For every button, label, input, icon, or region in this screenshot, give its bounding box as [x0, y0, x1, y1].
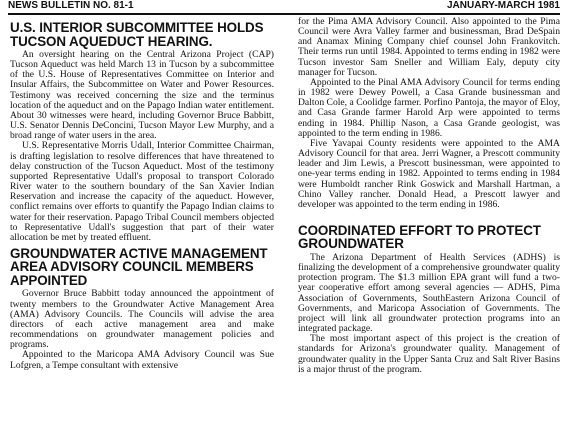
article-paragraph: Five Yavapai County residents were appointed to the AMA Advisory Council for that area. Jerri Wagner, a Prescott community leader and Jim Lewis, a Prescott businessman, were appointed to one-year terms ending in 1982. Appointed to terms ending in 1984 were Humboldt rancher Rink Goswick and Marshall Hartman, a Chino Valley rancher. Donald Head, a Prescott lawyer and developer was appointed to the term ending in 1986.: [298, 137, 560, 210]
article-paragraph: An oversight hearing on the Central Arizona Project (CAP) Tucson Aqueduct was held March 13 in Tucson by a subcommittee of the U.S. House of Representatives Committee on Interior and Insular Affairs, the Subcommittee on Water and Power Resources. Testimony was received concerning the size and the terminus location of the aqueduct and on the Papago Indian water entitlement. About 30 witnesses were heard, including Governor Bruce Babbitt, U.S. Senator Dennis DeConcini, Tucson Mayor Lew Murphy, and a broad range of water users in the area.: [10, 49, 275, 142]
article-paragraph: The Arizona Department of Health Services (ADHS) is finalizing the development of a comprehensive groundwater quality protection program. The $1.3 million EPA grant will fund a two-year cooperative effort among several agencies — ADHS, Pima Association of Governments, SouthEastern Arizona Council of Governments, and Maricopa Association of Governments. The project will link all groundwater protection programs into an integrated package.: [298, 251, 560, 335]
article-paragraph-continued: for the Pima AMA Advisory Council. Also appointed to the Pima Council were Avra Valley farmer and businessman, Brad DeSpain and Anamax Mining Company chief counsel John Frankovitch. Their terms run until 1984. Appointed to terms ending in 1982 were Tucson investor Sam Sneller and William Ealy, deputy city manager for Tucson.: [298, 16, 560, 78]
masthead-rule: [8, 13, 560, 15]
article-paragraph: Appointed to the Maricopa AMA Advisory Council was Sue Lofgren, a Tempe consultant with extensive: [10, 349, 274, 371]
left-column: [10, 17, 274, 371]
article-paragraph: Governor Bruce Babbitt today announced the appointment of twenty members to the Groundwater Active Management Area (AMA) Advisory Councils. The Councils will advise the area directors of each active management area and make recommendations on groundwater management policies and programs.: [10, 288, 274, 351]
right-column: [298, 17, 560, 375]
article-headline-groundwater-protection: COORDINATED EFFORT TO PROTECT GROUNDWATER: [298, 222, 541, 252]
masthead: [8, 0, 560, 12]
bulletin-date: JANUARY-MARCH 1981: [447, 0, 560, 11]
article-paragraph: Appointed to the Pinal AMA Advisory Council for terms ending in 1982 were Dewey Powell, a Casa Grande businessman and Dalton Cole, a Coolidge farmer. Porfino Pantoja, the mayor of Eloy, and Casa Grande farmer Harold Arp were appointed to terms ending in 1984. Phillip Nason, a Casa Grande geologist, was appointed to the term ending in 1986.: [298, 76, 560, 139]
section-gap: [298, 210, 560, 220]
article-headline-aqueduct-hearing: U.S. INTERIOR SUBCOMMITTEE HOLDS TUCSON AQUEDUCT HEARING.: [10, 20, 264, 49]
article-paragraph: The most important aspect of this project is the creation of standards for Arizona's groundwater quality. Management of groundwater quality in the Upper Santa Cruz and Salt River Basins is a major thrust of the program.: [298, 333, 560, 375]
bulletin-number: NEWS BULLETIN NO. 81-1: [8, 0, 134, 11]
article-headline-advisory-council: GROUNDWATER ACTIVE MANAGEMENT AREA ADVISORY COUNCIL MEMBERS APPOINTED: [10, 245, 268, 288]
article-paragraph: U.S. Representative Morris Udall, Interior Committee Chairman, is drafting legislation to resolve differences that have threatened to delay construction of the Tucson Aqueduct. Most of the testimony supported Representative Udall's proposal to transport Colorado River water to the southern boundary of the San Xavier Indian Reservation and increase the capacity of the aqueduct. However, conflict remains over efforts to quantify the Papago Indian claims to water for their reservation. Papago Tribal Council members objected to Representative Udall's suggestion that part of their water allocation be met by treated effluent.: [10, 140, 274, 243]
